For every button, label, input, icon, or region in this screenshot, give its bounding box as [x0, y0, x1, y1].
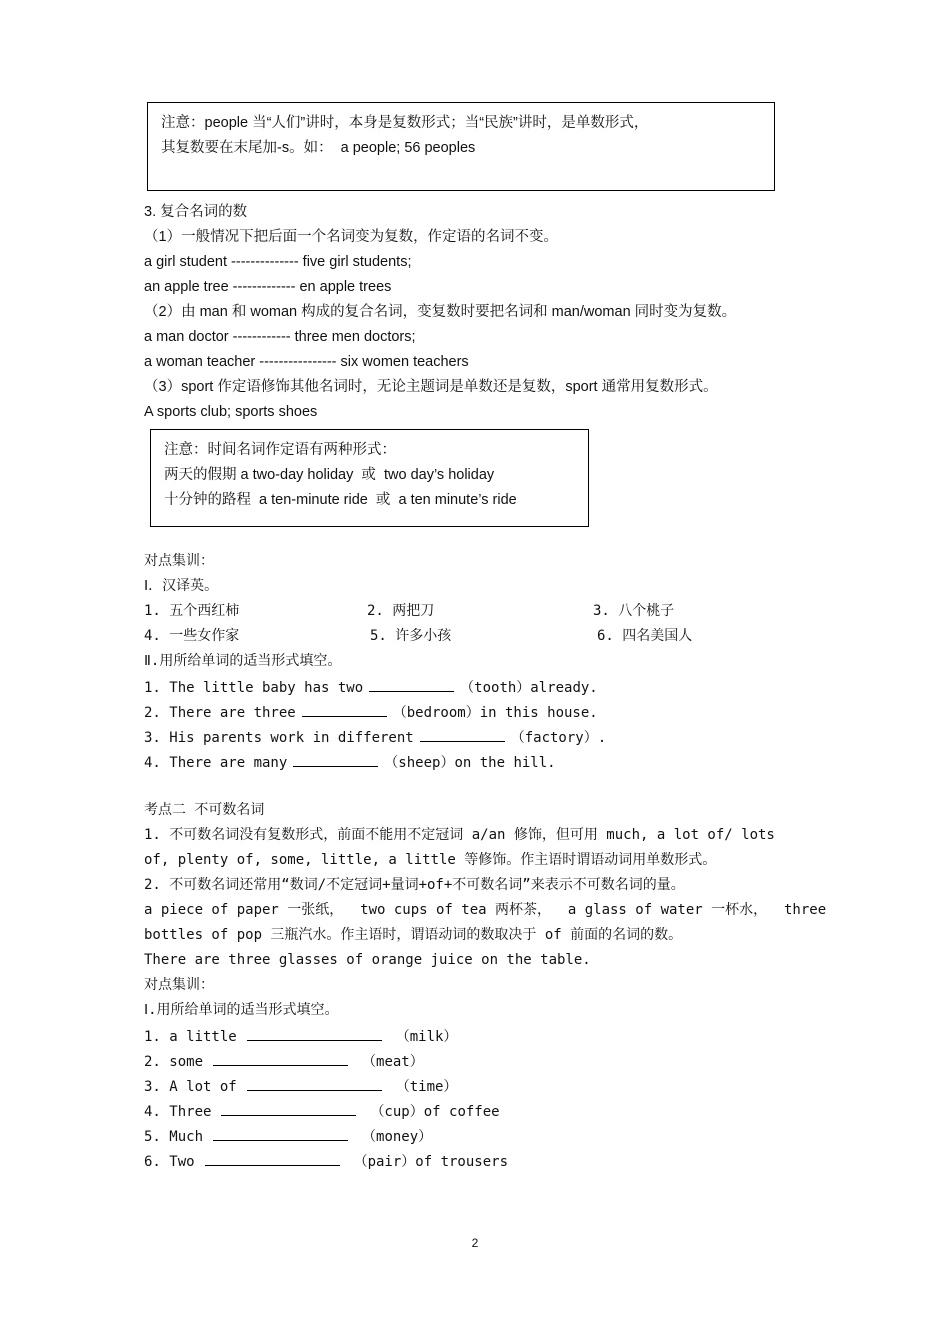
translate-item-3: 3. 八个桃子 [593, 603, 675, 619]
point2-para2b: a piece of paper 一张纸， two cups of tea 两杯茶， a glass of water 一杯水， three [144, 902, 827, 918]
fill2-item-4-hint: （cup）of coffee [370, 1104, 500, 1120]
fill-item-1-text: 1. The little baby has two [144, 680, 364, 696]
fill-item-4-blank[interactable] [293, 752, 378, 767]
fill2-item-6-blank[interactable] [205, 1151, 340, 1166]
drill2-part1-title: Ⅰ.用所给单词的适当形式填空。 [144, 1002, 339, 1018]
drill2-heading: 对点集训： [144, 977, 214, 993]
compound-rule3: （3）sport 作定语修饰其他名词时，无论主题词是单数还是复数，sport 通常用复数形式。 [144, 379, 718, 395]
compound-example-1a: a girl student -------------- five girl students; [144, 254, 412, 270]
fill2-item-4-text: 4. Three [144, 1104, 212, 1120]
fill-item-3-blank[interactable] [420, 727, 505, 742]
fill-item-1 [144, 677, 598, 697]
point2-heading: 考点二 不可数名词 [144, 802, 265, 818]
fill2-item-2-blank[interactable] [213, 1051, 348, 1066]
fill2-item-2 [144, 1051, 424, 1071]
fill-item-4-hint: （sheep）on the hill. [384, 755, 556, 771]
fill2-item-3 [144, 1076, 457, 1096]
fill2-item-3-blank[interactable] [247, 1076, 382, 1091]
compound-heading: 3. 复合名词的数 [144, 204, 248, 220]
point2-para1a: 1. 不可数名词没有复数形式，前面不能用不定冠词 a/an 修饰，但可用 much, a lot of/ lots [144, 827, 775, 843]
fill2-item-3-hint: （time） [395, 1079, 458, 1095]
fill2-item-4 [144, 1101, 500, 1121]
fill-item-1-hint: （tooth）already. [460, 680, 598, 696]
fill-item-1-blank[interactable] [369, 677, 454, 692]
translate-item-6: 6. 四名美国人 [597, 628, 693, 644]
fill-item-2-hint: （bedroom）in this house. [392, 705, 598, 721]
fill-item-4-text: 4. There are many [144, 755, 288, 771]
fill-item-2-text: 2. There are three [144, 705, 296, 721]
drill1-heading: 对点集训： [144, 553, 214, 569]
fill2-item-1-blank[interactable] [247, 1026, 382, 1041]
fill2-item-4-blank[interactable] [221, 1101, 356, 1116]
fill-item-2 [144, 702, 598, 722]
translate-item-4: 4. 一些女作家 [144, 628, 240, 644]
drill1-part2-title: Ⅱ.用所给单词的适当形式填空。 [144, 653, 342, 669]
compound-rule1: （1）一般情况下把后面一个名词变为复数，作定语的名词不变。 [144, 229, 559, 245]
fill-item-3-hint: （factory）. [510, 730, 607, 746]
fill2-item-2-hint: （meat） [362, 1054, 424, 1070]
note-time-line3: 十分钟的路程 a ten-minute ride 或 a ten minute’s ride [164, 492, 517, 508]
fill2-item-1-text: 1. a little [144, 1029, 237, 1045]
translate-item-5: 5. 许多小孩 [370, 628, 452, 644]
fill2-item-1 [144, 1026, 457, 1046]
fill2-item-3-text: 3. A lot of [144, 1079, 237, 1095]
fill2-item-5-blank[interactable] [213, 1126, 348, 1141]
fill2-item-5-hint: （money） [362, 1129, 433, 1145]
point2-para2d: There are three glasses of orange juice on the table. [144, 952, 591, 968]
fill2-item-6-text: 6. Two [144, 1154, 195, 1170]
translate-item-2: 2. 两把刀 [367, 603, 435, 619]
translate-item-1: 1. 五个西红柿 [144, 603, 240, 619]
point2-para2a: 2. 不可数名词还常用“数词/不定冠词+量词+of+不可数名词”来表示不可数名词的量。 [144, 877, 685, 893]
point2-para1b: of, plenty of, some, little, a little 等修饰。作主语时谓语动词用单数形式。 [144, 852, 717, 868]
fill2-item-6-hint: （pair）of trousers [353, 1154, 509, 1170]
note-time-line2: 两天的假期 a two-day holiday 或 two day’s holiday [164, 467, 495, 483]
note-people-line2: 其复数要在末尾加-s。如： a people; 56 peoples [161, 140, 476, 156]
compound-example-2b: a woman teacher ---------------- six women teachers [144, 354, 469, 370]
compound-example-2a: a man doctor ------------ three men doctors; [144, 329, 416, 345]
fill2-item-5-text: 5. Much [144, 1129, 204, 1145]
fill2-item-6 [144, 1151, 508, 1171]
fill2-item-5 [144, 1126, 432, 1146]
fill2-item-1-hint: （milk） [395, 1029, 458, 1045]
drill1-part1-title: Ⅰ．汉译英。 [144, 578, 219, 594]
compound-rule2: （2）由 man 和 woman 构成的复合名词，变复数时要把名词和 man/woman 同时变为复数。 [144, 304, 737, 320]
note-time-line1: 注意：时间名词作定语有两种形式： [164, 442, 396, 458]
fill-item-2-blank[interactable] [302, 702, 387, 717]
page-number: 2 [471, 1236, 479, 1250]
point2-para2c: bottles of pop 三瓶汽水。作主语时，谓语动词的数取决于 of 前面的名词的数。 [144, 927, 683, 943]
fill2-item-2-text: 2. some [144, 1054, 204, 1070]
compound-example-3: A sports club; sports shoes [144, 404, 318, 420]
fill-item-4 [144, 752, 556, 772]
compound-example-1b: an apple tree ------------- en apple trees [144, 279, 392, 295]
fill-item-3 [144, 727, 606, 747]
note-people-line1: 注意：people 当“人们”讲时，本身是复数形式；当“民族”讲时，是单数形式， [161, 115, 649, 131]
fill-item-3-text: 3. His parents work in different [144, 730, 414, 746]
